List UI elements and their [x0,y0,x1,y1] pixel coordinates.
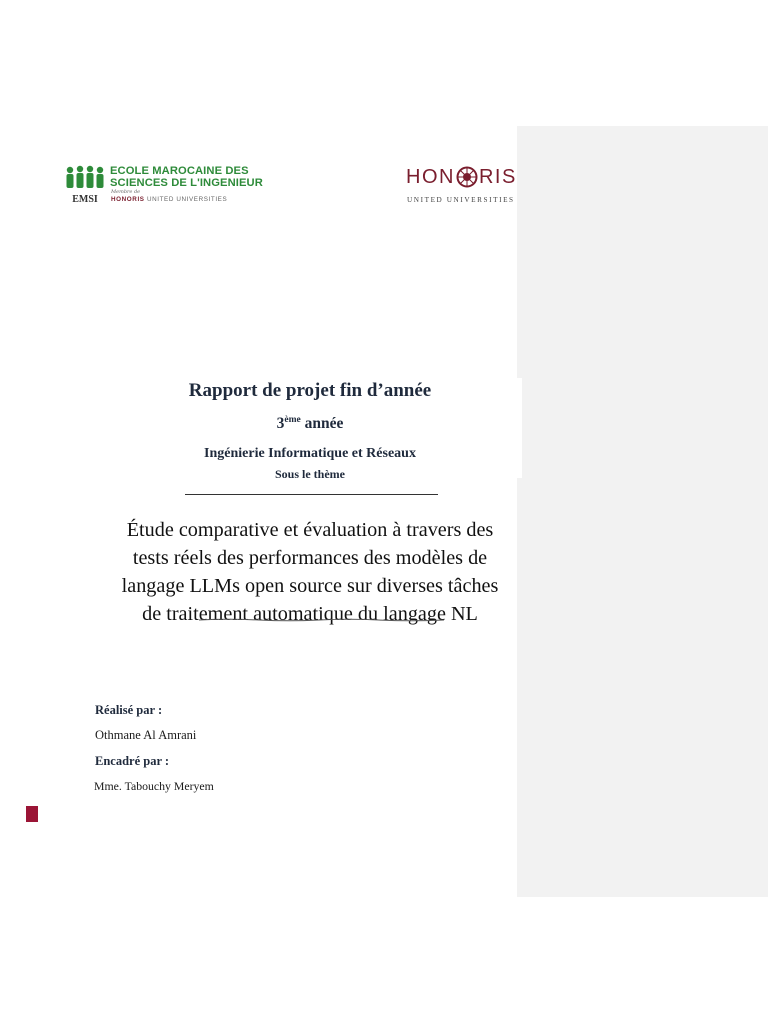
supervisor-name: Mme. Tabouchy Meryem [94,779,214,793]
title-divider [185,494,438,495]
subject-line-1: Étude comparative et évaluation à travers des [126,519,494,541]
year-number: 3 [276,415,285,433]
program-name: Ingénierie Informatique et Réseaux [204,446,416,461]
emsi-name [110,165,263,189]
emsi-network-brand: HONORIS [111,196,145,203]
emsi-abbr: EMSI [72,194,98,204]
report-title: Rapport de projet fin d’année [188,380,432,401]
emsi-name-line1: ECOLE MAROCAINE DES [110,165,249,177]
subject-text [60,516,560,628]
emsi-network [111,196,227,203]
honoris-word-right: RIS [478,166,517,188]
realise-label: Réalisé par : [95,703,163,717]
honoris-wordmark [406,163,517,191]
subject-line-2: tests réels des performances des modèles de [132,547,488,569]
spellcheck-underline [199,618,444,622]
honoris-wheel-icon [456,166,478,188]
accent-square [26,806,38,822]
side-panel [517,126,768,897]
encadre-label: Encadré par : [95,754,170,768]
emsi-figures-icon [64,164,106,204]
emsi-member-text: Membre de [111,189,141,195]
emsi-logo [64,164,263,208]
emsi-network-rest: UNITED UNIVERSITIES [146,196,228,203]
year-suffix: ème [284,415,301,425]
theme-label: Sous le thème [275,467,345,481]
emsi-name-line2: SCIENCES DE L'INGENIEUR [110,177,263,189]
honoris-logo [406,161,522,207]
honoris-word-left: HON [406,166,455,188]
subject-line-4: de traitement automatique du langage NL [142,603,478,625]
author-name: Othmane Al Amrani [95,728,197,742]
year-word: année [304,415,344,433]
subject-line-3: langage LLMs open source sur diverses tâches [121,575,499,597]
honoris-subtitle: UNITED UNIVERSITIES [407,196,515,204]
report-year [100,415,520,433]
